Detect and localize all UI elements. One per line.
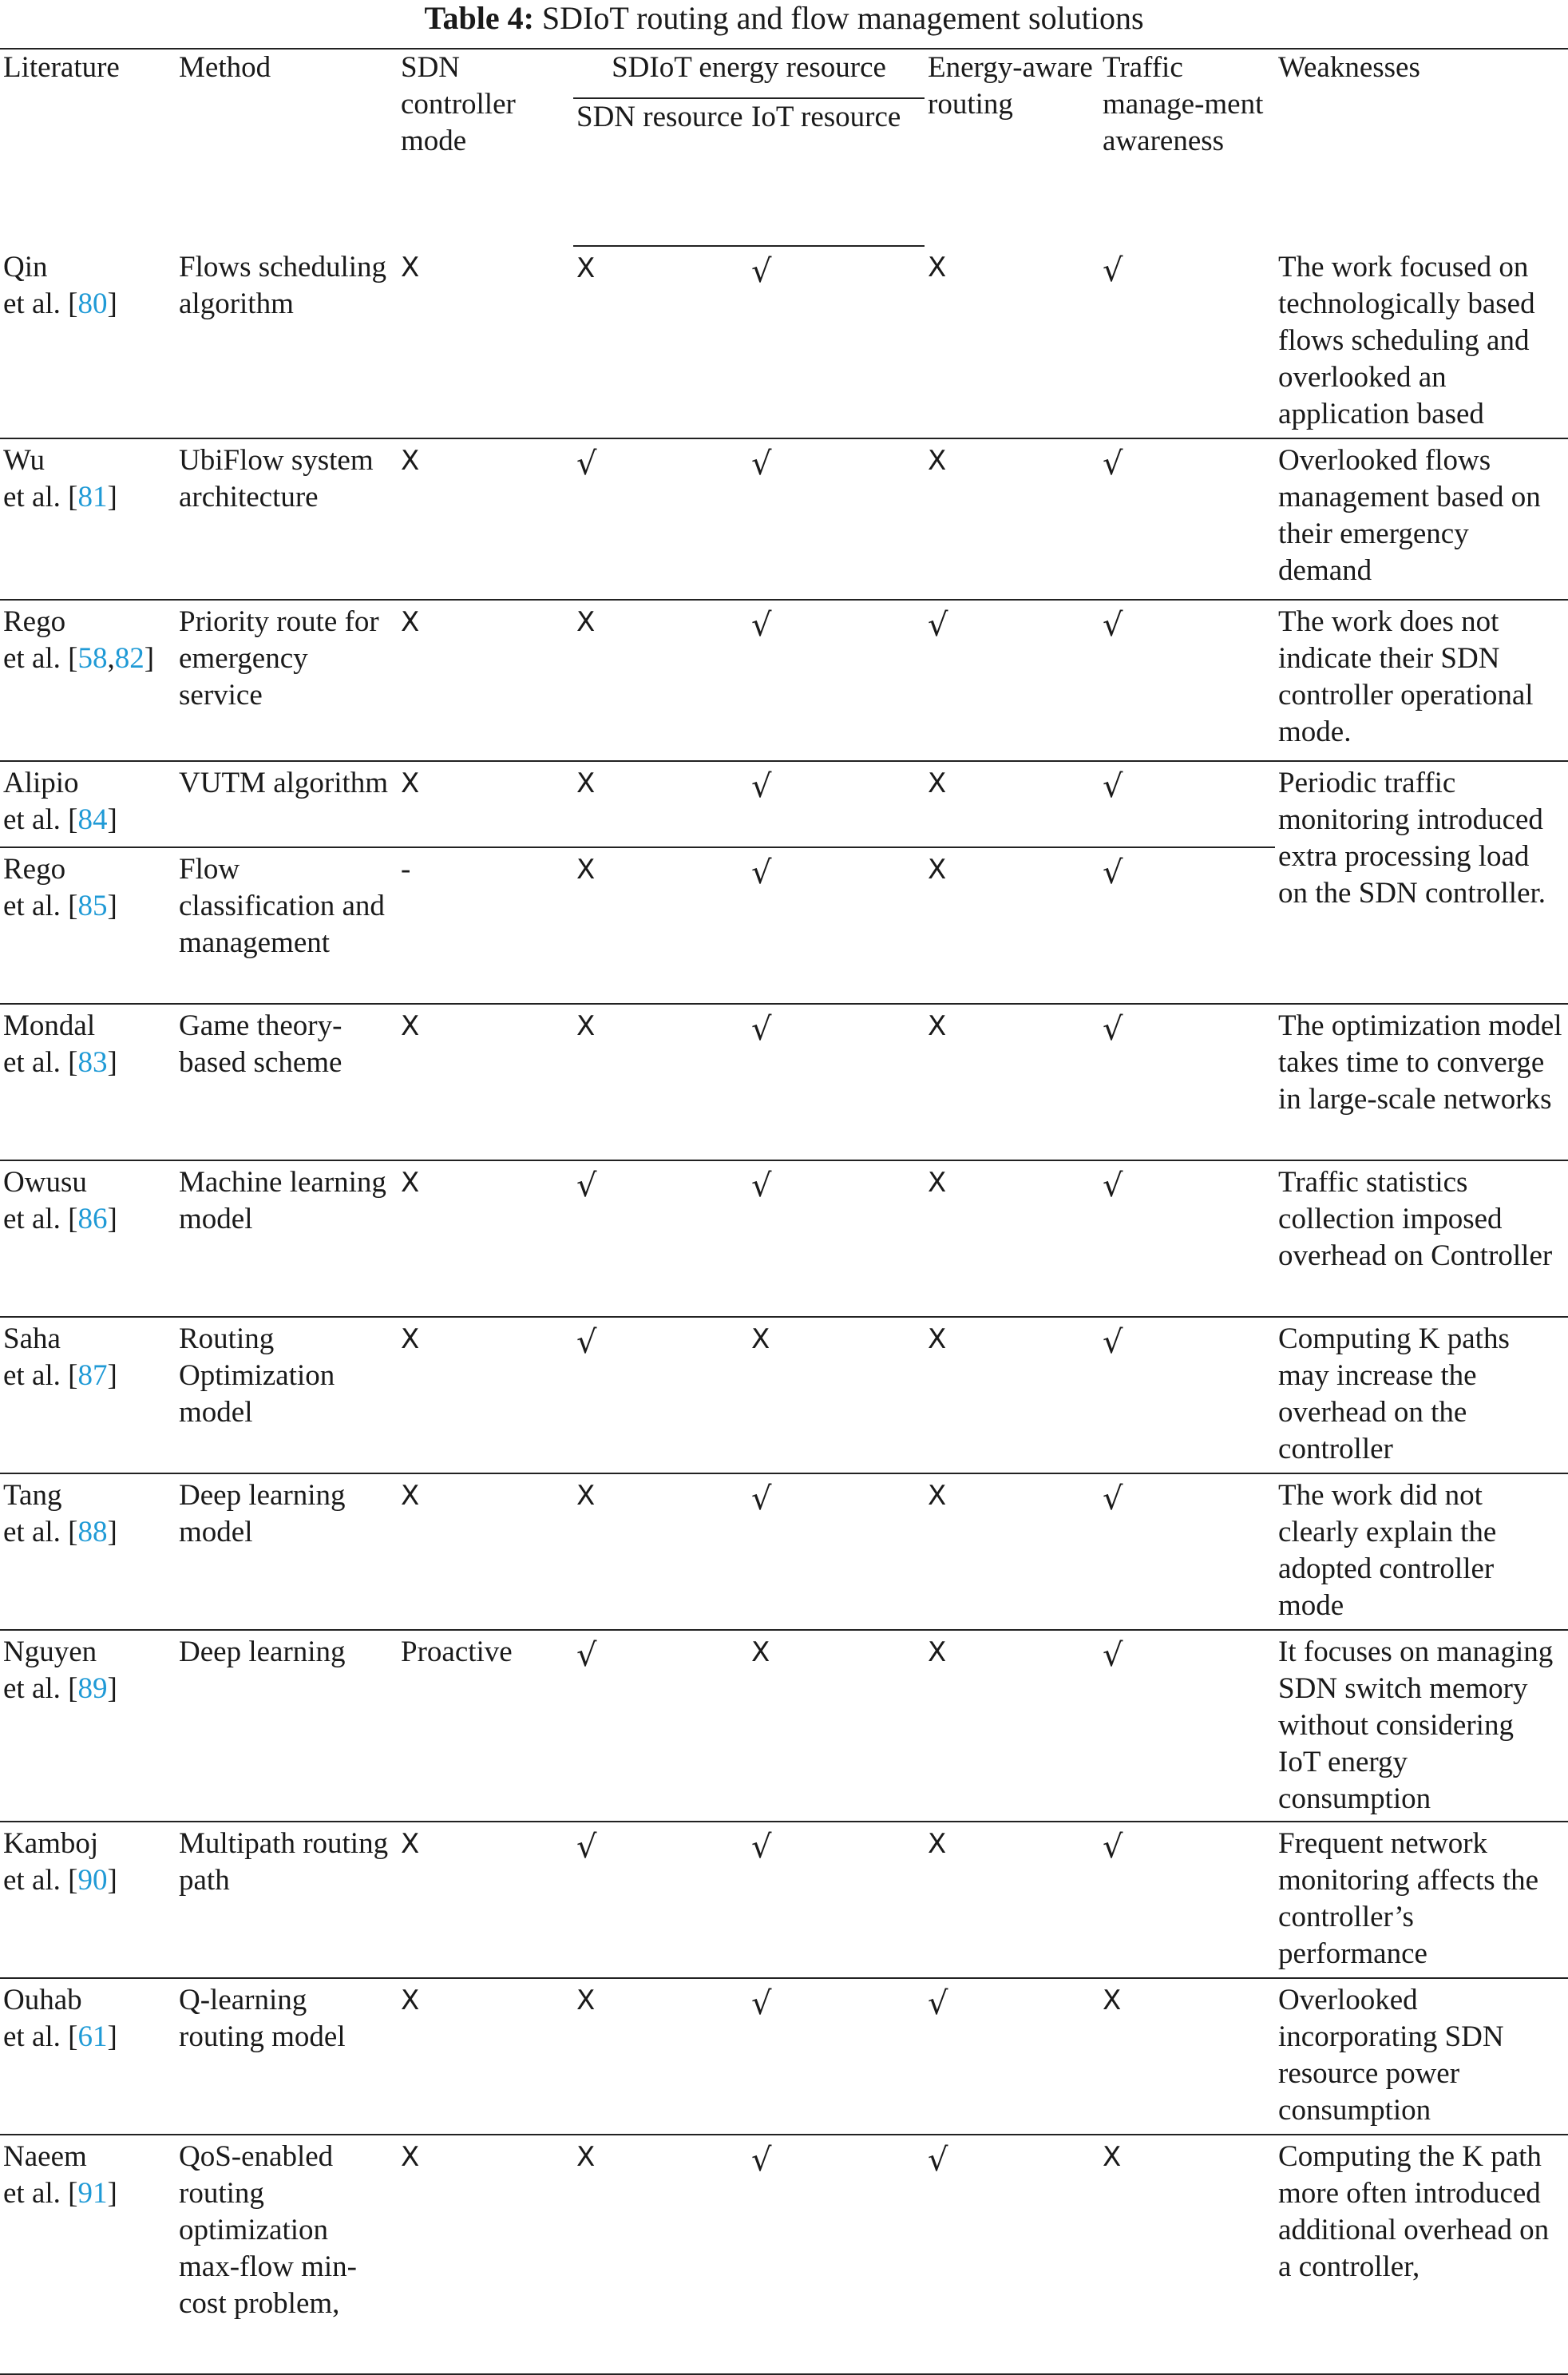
header-sdn-mode: SDN controller mode <box>398 49 573 246</box>
check-icon: √ <box>1103 1324 1123 1361</box>
header-iot-resource: IoT resource <box>748 98 925 246</box>
method-cell: Deep learning model <box>176 1473 398 1630</box>
cross-icon: X <box>1103 1984 1122 2016</box>
sdn-resource-cell <box>573 1473 748 1630</box>
citation-link[interactable]: 61 <box>77 2020 108 2053</box>
author-name: Owusu <box>3 1166 87 1199</box>
iot-resource-cell <box>748 847 925 1004</box>
iot-resource-cell <box>748 1473 925 1630</box>
mode-cell <box>398 1160 573 1317</box>
weakness-cell: Periodic traffic monitoring introduced extra processing load on the SDN controller. <box>1275 761 1568 1004</box>
method-cell: Multipath routing path <box>176 1822 398 1978</box>
check-icon: √ <box>1103 1481 1123 1517</box>
mode-cell <box>398 1004 573 1160</box>
traffic-cell <box>1099 1473 1275 1630</box>
etal-text: et al. [ <box>3 2177 78 2210</box>
cross-icon: X <box>928 854 947 886</box>
method-cell: Flows scheduling algorithm <box>176 246 398 438</box>
mode-cell <box>398 1630 573 1822</box>
mode-cell <box>398 438 573 600</box>
check-icon: √ <box>576 1637 597 1674</box>
method-cell: Deep learning <box>176 1630 398 1822</box>
sdn-resource-cell <box>573 1004 748 1160</box>
weakness-cell: It focuses on managing SDN switch memory without considering IoT energy consumption <box>1275 1630 1568 1822</box>
check-icon: √ <box>751 446 772 482</box>
table-row <box>0 1978 1568 2135</box>
etal-text: et al. [ <box>3 2020 78 2053</box>
method-cell: Game theory-based scheme <box>176 1004 398 1160</box>
table-label: Table 4: <box>424 0 534 36</box>
author-name: Alipio <box>3 767 79 799</box>
cross-icon: X <box>401 252 420 283</box>
energy-routing-cell <box>925 1978 1099 2135</box>
check-icon: √ <box>751 253 772 290</box>
method-cell: QoS-enabled routing optimization max-flow min-cost problem, <box>176 2135 398 2374</box>
energy-routing-cell <box>925 2135 1099 2374</box>
table-row <box>0 1473 1568 1630</box>
citation-link[interactable]: 87 <box>77 1359 108 1392</box>
citation-link[interactable]: 58 <box>77 642 108 675</box>
author-name: Rego <box>3 605 66 638</box>
cross-icon: X <box>401 1323 420 1355</box>
table-row <box>0 600 1568 761</box>
sdn-resource-cell <box>573 761 748 847</box>
weakness-cell: The work did not clearly explain the adopted controller mode <box>1275 1473 1568 1630</box>
energy-routing-cell <box>925 1317 1099 1473</box>
author-name: Wu <box>3 444 45 477</box>
weakness-cell: The work focused on technologically based flows scheduling and overlooked an application based <box>1275 246 1568 438</box>
traffic-cell <box>1099 1630 1275 1822</box>
energy-routing-cell <box>925 1630 1099 1822</box>
weakness-cell: Computing K paths may increase the overhead on the controller <box>1275 1317 1568 1473</box>
header-method: Method <box>176 49 398 246</box>
citation-link[interactable]: 90 <box>77 1864 108 1897</box>
author-name: Tang <box>3 1479 62 1512</box>
method-cell: VUTM algorithm <box>176 761 398 847</box>
traffic-cell <box>1099 1317 1275 1473</box>
sdn-resource-cell <box>573 847 748 1004</box>
literature-cell: Owusu et al. [86] <box>0 1160 176 1317</box>
cross-icon: X <box>576 1010 596 1042</box>
mode-cell <box>398 1317 573 1473</box>
cross-icon: X <box>401 1480 420 1512</box>
table-row <box>0 246 1568 438</box>
table-title: SDIoT routing and flow management solutions <box>541 0 1144 36</box>
mode-cell-value: Proactive <box>401 1636 513 1668</box>
weakness-cell: Computing the K path more often introduced additional overhead on a controller, <box>1275 2135 1568 2374</box>
literature-cell: Qin et al. [80] <box>0 246 176 438</box>
cross-icon: X <box>576 854 596 886</box>
etal-text: et al. [ <box>3 803 78 836</box>
cross-icon: X <box>928 1167 947 1199</box>
iot-resource-cell <box>748 600 925 761</box>
cross-icon: X <box>751 1323 770 1355</box>
cross-icon: X <box>928 1480 947 1512</box>
table-row <box>0 761 1568 847</box>
cross-icon: X <box>751 1636 770 1668</box>
etal-text: et al. [ <box>3 1672 78 1705</box>
cross-icon: X <box>928 1010 947 1042</box>
check-icon: √ <box>1103 854 1123 891</box>
weakness-cell: The work does not indicate their SDN controller operational mode. <box>1275 600 1568 761</box>
citation-link[interactable]: 83 <box>77 1046 108 1079</box>
citation-link[interactable]: 82 <box>114 642 145 675</box>
traffic-cell <box>1099 1160 1275 1317</box>
table-row <box>0 1630 1568 1822</box>
table-caption <box>0 0 1568 38</box>
check-icon: √ <box>1103 1829 1123 1866</box>
literature-cell: Alipio et al. [84] <box>0 761 176 847</box>
weakness-cell: Traffic statistics collection imposed overhead on Controller <box>1275 1160 1568 1317</box>
author-name: Ouhab <box>3 1984 82 2016</box>
etal-text: et al. [ <box>3 642 78 675</box>
sdn-resource-cell <box>573 438 748 600</box>
citation-link[interactable]: 89 <box>77 1672 108 1705</box>
check-icon: √ <box>751 768 772 805</box>
citation-link[interactable]: 86 <box>77 1203 108 1235</box>
check-icon: √ <box>576 1829 597 1866</box>
cross-icon: X <box>401 445 420 477</box>
routing-table <box>0 48 1568 2375</box>
sdn-resource-cell <box>573 600 748 761</box>
header-energy-group-label: SDIoT energy resource <box>612 51 886 84</box>
sdn-resource-cell <box>573 1317 748 1473</box>
header-weakness: Weaknesses <box>1275 49 1568 246</box>
author-name: Qin <box>3 251 48 283</box>
check-icon: √ <box>576 1168 597 1204</box>
check-icon: √ <box>576 446 597 482</box>
literature-cell: Ouhab et al. [61] <box>0 1978 176 2135</box>
table-row <box>0 1822 1568 1978</box>
iot-resource-cell <box>748 1978 925 2135</box>
iot-resource-cell <box>748 761 925 847</box>
energy-routing-cell <box>925 1160 1099 1317</box>
literature-cell: Rego et al. [58,82] <box>0 600 176 761</box>
traffic-cell <box>1099 2135 1275 2374</box>
cross-icon: X <box>401 1828 420 1860</box>
iot-resource-cell <box>748 438 925 600</box>
etal-text: et al. [ <box>3 1046 78 1079</box>
citation-link[interactable]: 91 <box>77 2177 108 2210</box>
etal-text: et al. [ <box>3 1359 78 1392</box>
literature-cell: Saha et al. [87] <box>0 1317 176 1473</box>
energy-routing-cell <box>925 847 1099 1004</box>
check-icon: √ <box>1103 768 1123 805</box>
traffic-cell <box>1099 1822 1275 1978</box>
traffic-cell <box>1099 761 1275 847</box>
weakness-cell: Overlooked incorporating SDN resource power consumption <box>1275 1978 1568 2135</box>
cross-icon: X <box>576 252 596 284</box>
check-icon: √ <box>576 1324 597 1361</box>
traffic-cell <box>1099 246 1275 438</box>
author-name: Nguyen <box>3 1636 97 1668</box>
check-icon: √ <box>928 1985 948 2022</box>
traffic-cell <box>1099 847 1275 1004</box>
iot-resource-cell <box>748 1160 925 1317</box>
literature-cell: Rego et al. [85] <box>0 847 176 1004</box>
etal-text: et al. [ <box>3 287 78 320</box>
header-energy-routing: Energy-aware routing <box>925 49 1099 246</box>
check-icon: √ <box>751 1011 772 1048</box>
cross-icon: X <box>576 767 596 799</box>
author-name: Saha <box>3 1322 61 1355</box>
citation-link[interactable]: 81 <box>77 481 108 513</box>
iot-resource-cell <box>748 1317 925 1473</box>
mode-cell <box>398 761 573 847</box>
method-cell: Q-learning routing model <box>176 1978 398 2135</box>
cross-icon: X <box>576 1984 596 2016</box>
cross-icon: X <box>401 1167 420 1199</box>
sdn-resource-cell <box>573 1822 748 1978</box>
energy-routing-cell <box>925 1004 1099 1160</box>
check-icon: √ <box>751 1168 772 1204</box>
cross-icon: X <box>928 767 947 799</box>
iot-resource-cell <box>748 1004 925 1160</box>
energy-routing-cell <box>925 761 1099 847</box>
energy-routing-cell <box>925 246 1099 438</box>
check-icon: √ <box>1103 1011 1123 1048</box>
header-energy-group <box>573 49 925 98</box>
literature-cell: Naeem et al. [91] <box>0 2135 176 2374</box>
mode-cell <box>398 600 573 761</box>
check-icon: √ <box>751 1829 772 1866</box>
iot-resource-cell <box>748 2135 925 2374</box>
check-icon: √ <box>1103 1168 1123 1204</box>
author-name: Mondal <box>3 1009 96 1042</box>
cross-icon: X <box>401 1984 420 2016</box>
check-icon: √ <box>1103 252 1123 289</box>
mode-cell-value: - <box>401 853 411 886</box>
mode-cell <box>398 2135 573 2374</box>
table-row <box>0 1004 1568 1160</box>
cross-icon: X <box>928 1636 947 1668</box>
cross-icon: X <box>928 1828 947 1860</box>
sdn-resource-cell <box>573 1160 748 1317</box>
table-row <box>0 1317 1568 1473</box>
check-icon: √ <box>751 854 772 891</box>
citation-link[interactable]: 88 <box>77 1516 108 1548</box>
method-cell: Priority route for emergency service <box>176 600 398 761</box>
traffic-cell <box>1099 600 1275 761</box>
cross-icon: X <box>576 606 596 638</box>
iot-resource-cell <box>748 1822 925 1978</box>
check-icon: √ <box>751 607 772 644</box>
literature-cell: Nguyen et al. [89] <box>0 1630 176 1822</box>
literature-cell: Kamboj et al. [90] <box>0 1822 176 1978</box>
cross-icon: X <box>928 445 947 477</box>
weakness-cell: Overlooked flows management based on their emergency demand <box>1275 438 1568 600</box>
cross-icon: X <box>576 2141 596 2173</box>
cross-icon: X <box>401 2141 420 2173</box>
author-name: Naeem <box>3 2140 87 2173</box>
check-icon: √ <box>751 1985 772 2022</box>
method-cell: Machine learning model <box>176 1160 398 1317</box>
mode-cell <box>398 847 573 1004</box>
mode-cell <box>398 1473 573 1630</box>
method-cell: UbiFlow system architecture <box>176 438 398 600</box>
citation-link[interactable]: 85 <box>77 890 108 922</box>
etal-text: et al. [ <box>3 1516 78 1548</box>
mode-cell <box>398 1822 573 1978</box>
traffic-cell <box>1099 438 1275 600</box>
table-row <box>0 438 1568 600</box>
check-icon: √ <box>1103 446 1123 482</box>
citation-link[interactable]: 84 <box>77 803 108 836</box>
citation-link[interactable]: 80 <box>77 287 108 320</box>
weakness-cell: Frequent network monitoring affects the controller’s performance <box>1275 1822 1568 1978</box>
check-icon: √ <box>751 2142 772 2179</box>
method-cell: Flow classification and management <box>176 847 398 1004</box>
energy-routing-cell <box>925 438 1099 600</box>
header-traffic: Traffic manage-ment awareness <box>1099 49 1275 246</box>
check-icon: √ <box>1103 1637 1123 1674</box>
literature-cell: Wu et al. [81] <box>0 438 176 600</box>
etal-text: et al. [ <box>3 481 78 513</box>
cross-icon: X <box>401 1010 420 1042</box>
weakness-cell: The optimization model takes time to converge in large-scale networks <box>1275 1004 1568 1160</box>
etal-text: et al. [ <box>3 890 78 922</box>
iot-resource-cell <box>748 246 925 438</box>
cross-icon: X <box>401 606 420 638</box>
cross-icon: X <box>928 1323 947 1355</box>
check-icon: √ <box>928 607 948 644</box>
header-sdn-resource: SDN resource <box>573 98 748 246</box>
sdn-resource-cell <box>573 246 748 438</box>
etal-text: et al. [ <box>3 1864 78 1897</box>
cross-icon: X <box>928 252 947 283</box>
literature-cell: Tang et al. [88] <box>0 1473 176 1630</box>
mode-cell <box>398 246 573 438</box>
sdn-resource-cell <box>573 1630 748 1822</box>
header-literature: Literature <box>0 49 176 246</box>
energy-routing-cell <box>925 1822 1099 1978</box>
cross-icon: X <box>1103 2141 1122 2173</box>
energy-routing-cell <box>925 1473 1099 1630</box>
sdn-resource-cell <box>573 2135 748 2374</box>
sdn-resource-cell <box>573 1978 748 2135</box>
table-row <box>0 1160 1568 1317</box>
check-icon: √ <box>1103 607 1123 644</box>
table-row <box>0 2135 1568 2374</box>
cross-icon: X <box>401 767 420 799</box>
cross-icon: X <box>576 1480 596 1512</box>
check-icon: √ <box>751 1481 772 1517</box>
iot-resource-cell <box>748 1630 925 1822</box>
energy-routing-cell <box>925 600 1099 761</box>
author-name: Rego <box>3 853 66 886</box>
literature-cell: Mondal et al. [83] <box>0 1004 176 1160</box>
traffic-cell <box>1099 1004 1275 1160</box>
method-cell: Routing Optimization model <box>176 1317 398 1473</box>
check-icon: √ <box>928 2142 948 2179</box>
traffic-cell <box>1099 1978 1275 2135</box>
author-name: Kamboj <box>3 1827 99 1860</box>
mode-cell <box>398 1978 573 2135</box>
etal-text: et al. [ <box>3 1203 78 1235</box>
